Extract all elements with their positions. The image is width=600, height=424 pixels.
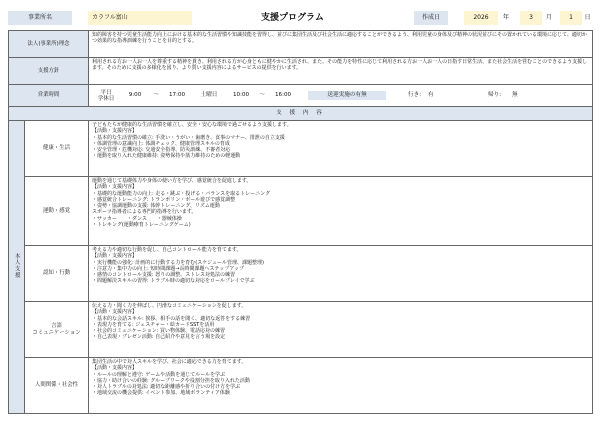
day-unit: 日 xyxy=(584,14,591,21)
created-date-label: 作成日 xyxy=(414,11,448,25)
weekday-tilde: 〜 xyxy=(153,92,159,99)
transport-label: 送迎実施の有無 xyxy=(308,91,386,99)
created-year-value: 2026 xyxy=(464,11,498,25)
document-header xyxy=(8,8,592,28)
support-row xyxy=(9,177,593,246)
year-unit: 年 xyxy=(502,14,509,21)
page-title: 支援プログラム xyxy=(261,13,324,23)
return-value: 無 xyxy=(512,92,518,99)
office-name-value: カラフル富山 xyxy=(88,11,192,25)
weekday-label: 平日 学休日 xyxy=(97,89,115,102)
office-name-label: 事業所名 xyxy=(8,11,72,25)
hours-label: 営業時間 xyxy=(9,85,89,107)
row-text-relationships-social: 集団生活の中で対人スキルを学び、社会に適応できる力を育てます。 【活動・支援内容】 ・ルールの理解と遵守: ゲームや活動を通じてルールを学ぶ ・協力・助け合いの経験: グループワークや役割分担を取り入れた活動 ・対人トラブルの対処法: 適切な距離感や折り合いの付け方を学ぶ ・地域交流の機会提供: イベント参加、地域ボランティア体験 xyxy=(89,358,593,414)
row-label-health-life: 健康・生活 xyxy=(25,121,89,177)
saturday-start: 10:00 xyxy=(232,92,250,99)
return-label: 帰り: xyxy=(488,92,502,99)
row-label-language-communication: 言語 コミュニケーション xyxy=(25,302,89,358)
weekday-start: 9:00 xyxy=(128,92,142,99)
saturday-end: 16:00 xyxy=(274,92,292,99)
created-day-value: 1 xyxy=(560,11,582,25)
hours-detail xyxy=(92,90,589,102)
philosophy-label: 法人(事業所)理念 xyxy=(9,31,89,58)
row-text-motor-sensory: 運動を通じて基礎体力や身体の使い方を学び、感覚統合を促進します。 【活動・支援内容】 ・基礎的な運動能力の向上: 走る・跳ぶ・投げる・バランスを取るトレーニング ・感覚統合トレーニング: トランポリン・ボール遊びで感覚調整 ・姿勢・協調運動の支援: 体幹トレーニング、リズム運動 スポーツ指導者による専門的指導を行います。 ・サッカー ・ダンス ・器械体操 ・トレキング(運動療育トレーニングゲーム) xyxy=(89,177,593,246)
go-value: 有 xyxy=(428,92,434,99)
support-program-table xyxy=(8,30,593,414)
weekday-end: 17:00 xyxy=(168,92,186,99)
row-label-motor-sensory: 運動・感覚 xyxy=(25,177,89,246)
row-text-language-communication: 伝える力・聞く力を伸ばし、円滑なコミュニケーションを促します。 【活動・支援内容】 ・基本的な会話スキル: 挨拶、相手の話を聞く、適切な返答をする練習 ・表現力を育てる: ジェスチャー・絵カードSSTを活用 ・社会的コミュニケーション: 買い物体験、電話応対の練習 ・自己表現・プレゼン活動: 自己紹介や意見を言う場を設定 xyxy=(89,302,593,358)
support-row xyxy=(9,246,593,302)
row-text-health-life: 子どもたちが健康的な生活習慣を確立し、安全・安心な環境で過ごせるよう支援します。 【活動・支援内容】 ・基本的な生活習慣の確立: 手洗い・うがい・歯磨き、食事のマナー、排泄の自立支援 ・体調管理の意識向上: 体調チェック、健康管理スキルの育成 ・安全管理・危機対応: 交通安全指導、防災訓練、不審者対応 ・運動を取り入れた健康維持: 姿勢保持や筋力維持のための軽運動 xyxy=(89,121,593,177)
saturday-tilde: 〜 xyxy=(259,92,265,99)
policy-text: 利用される方お一人お一人を尊重する精神を貫き、利用される方が心身ともに健やかに生活され、また、その能力を特性に応じて利用される方お一人お一人の日指す日常生活、また社会生活を営むことのできるよう支援します。そのために支援の多様化を図り、より質い支援内容によるサービスの提供を行います。 xyxy=(89,58,593,85)
row-label-relationships-social: 人間関係・社会性 xyxy=(25,358,89,414)
created-month-value: 3 xyxy=(520,11,542,25)
hours-row xyxy=(9,85,593,107)
support-row xyxy=(9,121,593,177)
row-label-cognition-behavior: 認知・行動 xyxy=(25,246,89,302)
support-row xyxy=(9,358,593,414)
go-label: 行き: xyxy=(408,92,422,99)
philosophy-text: 知的障害を持つ児童生活能力向上における基本的な生活習慣や知識技能を習得し、並びに集団生活及び社会生活に適応することができるよう、利用児童の身体及び精神の状況並びにその置かれている環境に応じて、適切かつ効果的な指導訓練を行うことを目的とする。 xyxy=(89,31,593,58)
policy-label: 支援方針 xyxy=(9,58,89,85)
support-content-header-row xyxy=(9,107,593,121)
support-content-header: 支 援 内 容 xyxy=(9,107,593,121)
support-row xyxy=(9,302,593,358)
saturday-label: 土曜日 xyxy=(200,92,218,99)
row-text-cognition-behavior: 考える力や適切な行動を促し、自己コントロール能力を育てます。 【活動・支援内容】 ・実行機能の強化: 計画的に行動する力を育む(スケジュール管理、課題整理) ・注意力・集中力の向上: 短時間課題→長時間課題へステップアップ ・感情のコントロール支援: 怒りの調整、ストレス対処法の練習 ・問題解決スキルの習得: トラブル時の適切な対応をロールプレイで学ぶ xyxy=(89,246,593,302)
side-label-personal-support: 本人支援 xyxy=(9,121,25,414)
philosophy-row xyxy=(9,31,593,58)
month-unit: 月 xyxy=(545,14,552,21)
policy-row xyxy=(9,58,593,85)
